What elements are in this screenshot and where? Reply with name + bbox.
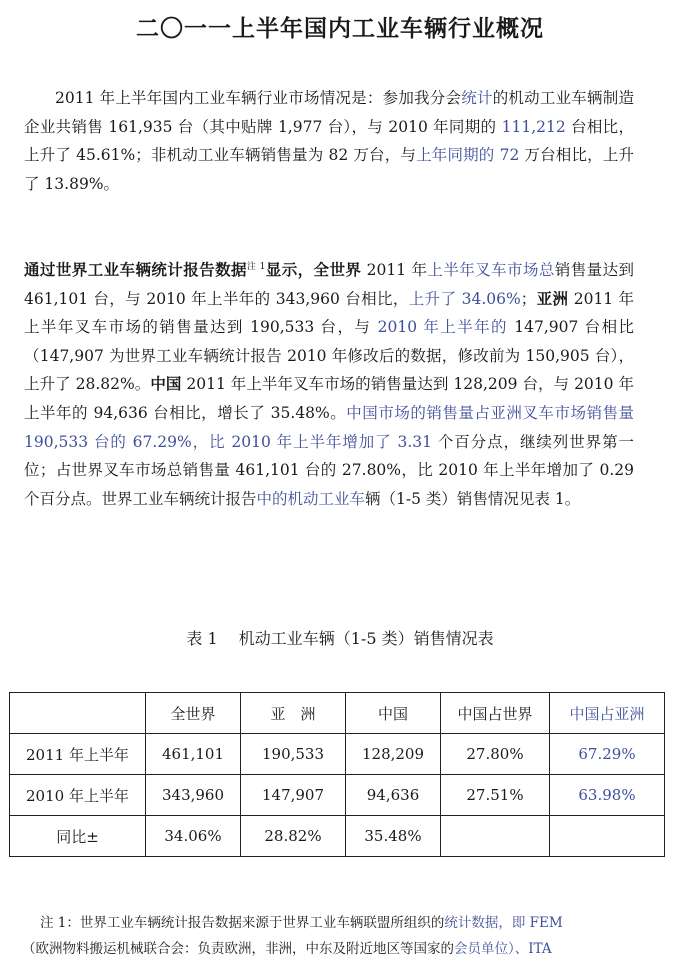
table-cell: 190,533 [241,734,346,775]
table-cell: 28.82% [241,816,346,857]
p1-text-f: 上年同期的 72 [416,146,520,165]
p1-text-e: 台相比，上升了 45.61%；非机动工业车辆销售量为 82 万台，与 [24,117,634,165]
p2-text-l: 中国 [150,374,182,394]
table-cell: 35.48% [346,816,441,857]
world-data-paragraph [24,256,634,513]
p2-text-k: 147,907 台相比（147,907 为世界工业车辆统计报告 2010 年修改后的数据，修改前为 150,905 台），上升了 28.82%。 [24,318,634,394]
p1-text-b: 统计 [461,89,493,107]
p2-text-b: 显示，全世界 [265,260,362,279]
table-cell [441,816,550,857]
table-cell: 67.29% [550,734,665,775]
p2-text-q: 辆（1-5 类）销售情况见表 1。 [365,489,581,508]
p1-text-c: 的机动工业车辆制造企业共销售 161,935 台（其中贴牌 1,977 台），与 2010 年同期的 [24,89,634,136]
sales-table [9,692,665,857]
p2-text-j: 2010 年上半年的 [377,318,508,337]
intro-paragraph [24,84,634,198]
table-cell: 34.06% [146,816,241,857]
p2-text-n: 中国市场的销售量占亚洲叉车市场销售量 190,533 台的 67.29%，比 2010 年上半年增加了 3.31 [24,403,634,451]
header-cell: 中国 [346,693,441,734]
p1-text-d: 111,212 [501,117,566,136]
table-row [10,734,665,775]
table-cell: 同比± [10,816,146,857]
table-cell: 2010 年上半年 [10,775,146,816]
p2-text-a: 通过世界工业车辆统计报告数据 [24,260,247,279]
table-cell: 147,907 [241,775,346,816]
table-cell: 343,960 [146,775,241,816]
p2-text-o: 个百分点，继续列世界第一位；占世界叉车市场总销售量 461,101 台的 27.80%，比 2010 年上半年增加了 0.29 个百分点。世界工业车辆统计报告 [24,432,634,508]
table-row [10,775,665,816]
p1-text-g: 万台相比，上升了 13.89%。 [24,146,634,193]
p2-text-i: 2011 年上半年叉车市场的销售量达到 190,533 台，与 [24,289,634,337]
header-cell [10,693,146,734]
table-row [10,816,665,857]
table-header-row [10,693,665,734]
header-cell: 中国占世界 [441,693,550,734]
p2-text-h: 亚洲 [536,288,569,308]
p2-text-m: 2011 年上半年叉车市场的销售量达到 128,209 台，与 2010 年上半年的 94,636 台相比，增长了 35.48%。 [24,375,634,422]
p2-text-g: ； [520,289,537,308]
table-cell: 2011 年上半年 [10,734,146,775]
table-cell [550,816,665,857]
note-text-a: 注 1：世界工业车辆统计报告数据来源于世界工业车辆联盟所组织的 [40,915,445,931]
p2-text-c: 2011 年 [361,261,428,279]
p2-text-p: 中的机动工业车 [256,489,366,508]
table-cell: 27.51% [441,775,550,816]
footnote-line-1 [22,910,662,936]
header-cell: 亚 洲 [241,693,346,734]
table-cell: 63.98% [550,775,665,816]
table-cell: 27.80% [441,734,550,775]
table-cell: 128,209 [346,734,441,775]
table-cell: 461,101 [146,734,241,775]
header-cell: 全世界 [146,693,241,734]
p1-text-a: 2011 年上半年国内工业车辆行业市场情况是：参加我分会 [55,89,462,107]
table-cell: 94,636 [346,775,441,816]
p2-text-e: 销售量达到 461,101 台，与 2010 年上半年的 343,960 台相比， [24,261,634,308]
p2-text-d: 上半年叉车市场总 [427,261,555,279]
note-text-c: （欧洲物料搬运机械联合会：负责欧洲，非洲，中东及附近地区等国家的 [22,941,454,957]
footnote-line-2 [22,936,662,962]
page-title: 二〇一一上半年国内工业车辆行业概况 [136,16,544,42]
p2-text-f: 上升了 34.06% [408,289,521,308]
note-text-b: 统计数据，即 FEM [444,915,563,931]
footnote-ref: 注 1 [246,262,266,272]
header-cell: 中国占亚洲 [550,693,665,734]
table-caption: 表 1 机动工业车辆（1-5 类）销售情况表 [186,629,494,648]
note-text-d: 会员单位）、ITA [454,941,552,957]
